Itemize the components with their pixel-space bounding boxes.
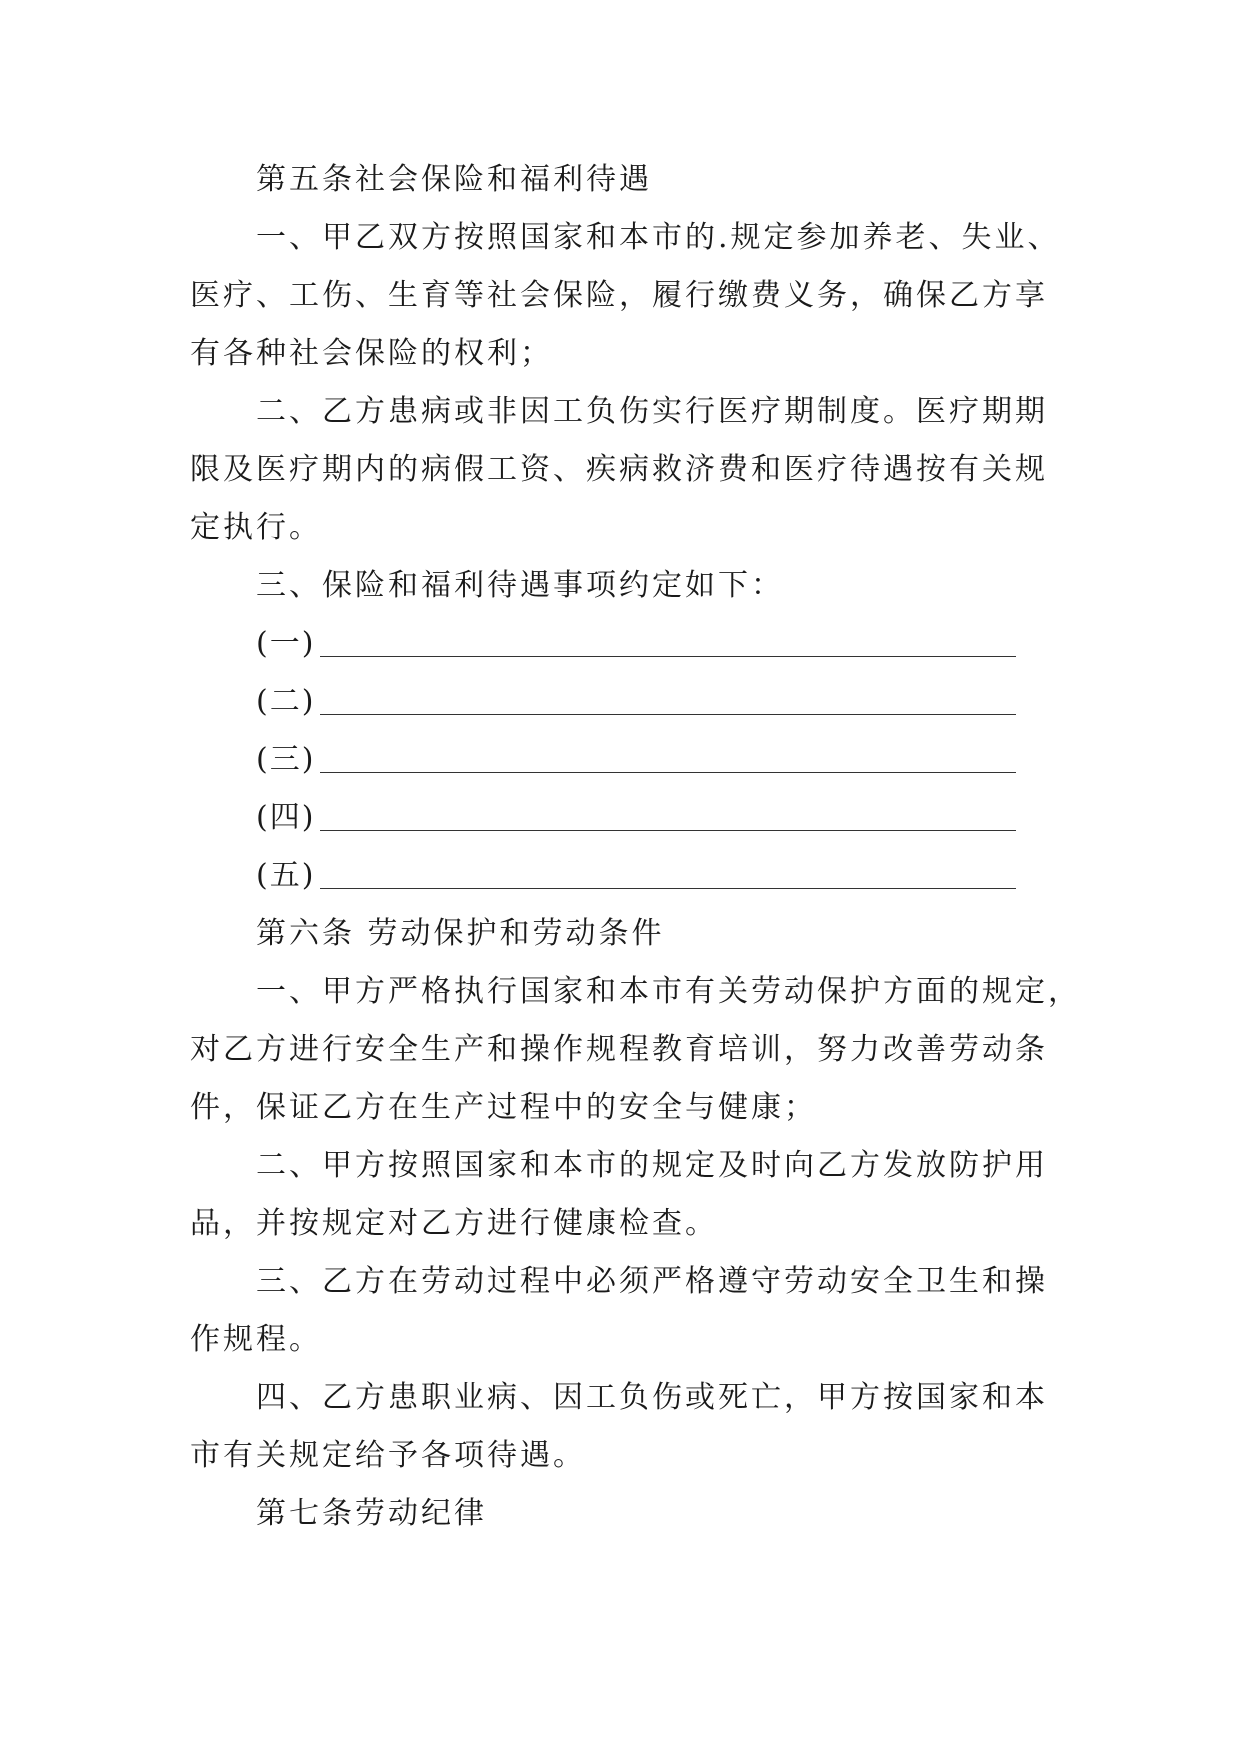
blank-underline — [320, 656, 1016, 657]
blank-label: (五) — [256, 858, 316, 893]
article-7-heading: 第七条劳动纪律 — [256, 1496, 487, 1531]
blank-label: (一) — [256, 626, 316, 661]
article-5-item-1-line-3: 有各种社会保险的权利； — [190, 336, 553, 371]
blank-underline — [320, 772, 1016, 773]
article-6-item-1-line-3: 件，保证乙方在生产过程中的安全与健康； — [190, 1090, 817, 1125]
article-6-item-4-line-2: 市有关规定给予各项待遇。 — [190, 1438, 586, 1473]
agreement-blank-2 — [256, 682, 1016, 722]
agreement-blank-1 — [256, 624, 1016, 664]
article-5-item-3: 三、保险和福利待遇事项约定如下： — [256, 568, 784, 603]
agreement-blank-3 — [256, 740, 1016, 780]
article-6-item-1-line-1: 一、甲方严格执行国家和本市有关劳动保护方面的规定， — [256, 974, 1081, 1009]
article-6-item-3-line-1: 三、乙方在劳动过程中必须严格遵守劳动安全卫生和操 — [256, 1264, 1048, 1299]
blank-label: (四) — [256, 800, 316, 835]
article-6-item-2-line-1: 二、甲方按照国家和本市的规定及时向乙方发放防护用 — [256, 1148, 1048, 1183]
article-5-item-2-line-3: 定执行。 — [190, 510, 322, 545]
article-5-item-1-line-2: 医疗、工伤、生育等社会保险，履行缴费义务，确保乙方享 — [190, 278, 1048, 313]
article-6-item-1-line-2: 对乙方进行安全生产和操作规程教育培训，努力改善劳动条 — [190, 1032, 1048, 1067]
article-6-heading: 第六条 劳动保护和劳动条件 — [256, 916, 665, 951]
blank-underline — [320, 888, 1016, 889]
article-5-item-2-line-1: 二、乙方患病或非因工负伤实行医疗期制度。医疗期期 — [256, 394, 1048, 429]
article-6-item-2-line-2: 品，并按规定对乙方进行健康检查。 — [190, 1206, 718, 1241]
article-6-item-3-line-2: 作规程。 — [190, 1322, 322, 1357]
blank-label: (三) — [256, 742, 316, 777]
blank-underline — [320, 830, 1016, 831]
article-5-item-2-line-2: 限及医疗期内的病假工资、疾病救济费和医疗待遇按有关规 — [190, 452, 1048, 487]
agreement-blank-4 — [256, 798, 1016, 838]
article-6-item-4-line-1: 四、乙方患职业病、因工负伤或死亡，甲方按国家和本 — [256, 1380, 1048, 1415]
blank-label: (二) — [256, 684, 316, 719]
blank-underline — [320, 714, 1016, 715]
agreement-blank-5 — [256, 856, 1016, 896]
article-5-heading: 第五条社会保险和福利待遇 — [256, 162, 652, 197]
article-5-item-1-line-1: 一、甲乙双方按照国家和本市的.规定参加养老、失业、 — [256, 220, 1061, 255]
